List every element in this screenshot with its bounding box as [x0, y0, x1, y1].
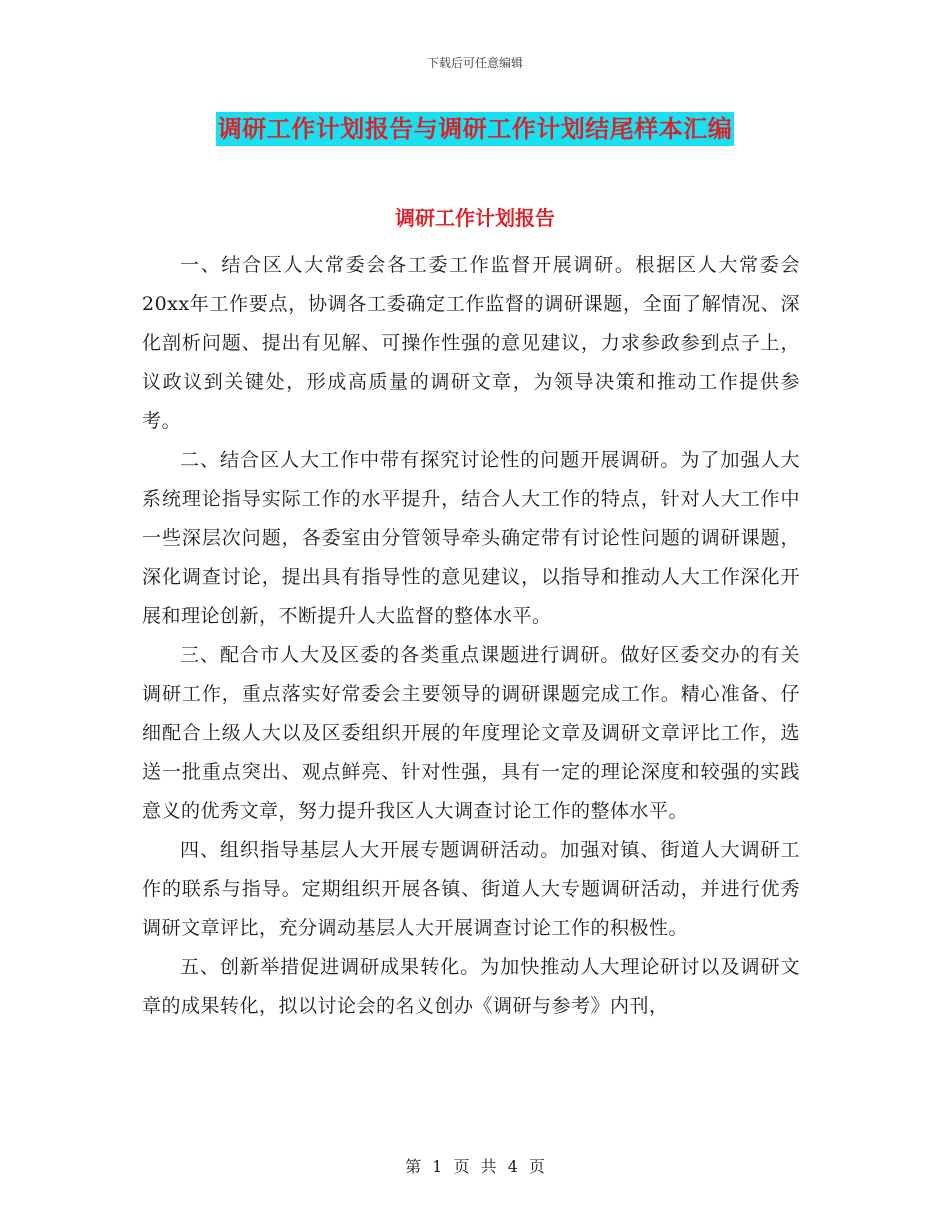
paragraph-2: 二、结合区人大工作中带有探究讨论性的问题开展调研。为了加强人大系统理论指导实际工作的水平提升，结合人大工作的特点，针对人大工作中一些深层次问题，各委室由分管领导牵头确定带有讨论性问题的调研课题，深化调查讨论，提出具有指导性的意见建议，以指导和推动人大工作深化开展和理论创新，不断提升人大监督的整体水平。 [142, 449, 800, 627]
document-body [142, 246, 800, 1026]
paragraph-4: 四、组织指导基层人大开展专题调研活动。加强对镇、街道人大调研工作的联系与指导。定期组织开展各镇、街道人大专题调研活动，并进行优秀调研文章评比，充分调动基层人大开展调查讨论工作的积极性。 [142, 839, 800, 939]
paragraph-3: 三、配合市人大及区委的各类重点课题进行调研。做好区委交办的有关调研工作，重点落实好常委会主要领导的调研课题完成工作。精心准备、仔细配合上级人大以及区委组织开展的年度理论文章及调研文章评比工作，选送一批重点突出、观点鲜亮、针对性强，具有一定的理论深度和较强的实践意义的优秀文章，努力提升我区人大调查讨论工作的整体水平。 [142, 644, 800, 822]
document-title-container [0, 112, 950, 146]
paragraph-1: 一、结合区人大常委会各工委工作监督开展调研。根据区人大常委会20xx年工作要点，协调各工委确定工作监督的调研课题，全面了解情况、深化剖析问题、提出有见解、可操作性强的意见建议，力求参政参到点子上，议政议到关键处，形成高质量的调研文章，为领导决策和推动工作提供参考。 [142, 254, 800, 432]
page-number-footer: 第 1 页 共 4 页 [405, 1157, 545, 1176]
header-note: 下载后可任意编辑 [426, 56, 523, 70]
document-title: 调研工作计划报告与调研工作计划结尾样本汇编 [216, 112, 735, 146]
section-title: 调研工作计划报告 [395, 206, 555, 230]
paragraph-5: 五、创新举措促进调研成果转化。为加快推动人大理论研讨以及调研文章的成果转化，拟以讨论会的名义创办《调研与参考》内刊， [142, 956, 800, 1017]
